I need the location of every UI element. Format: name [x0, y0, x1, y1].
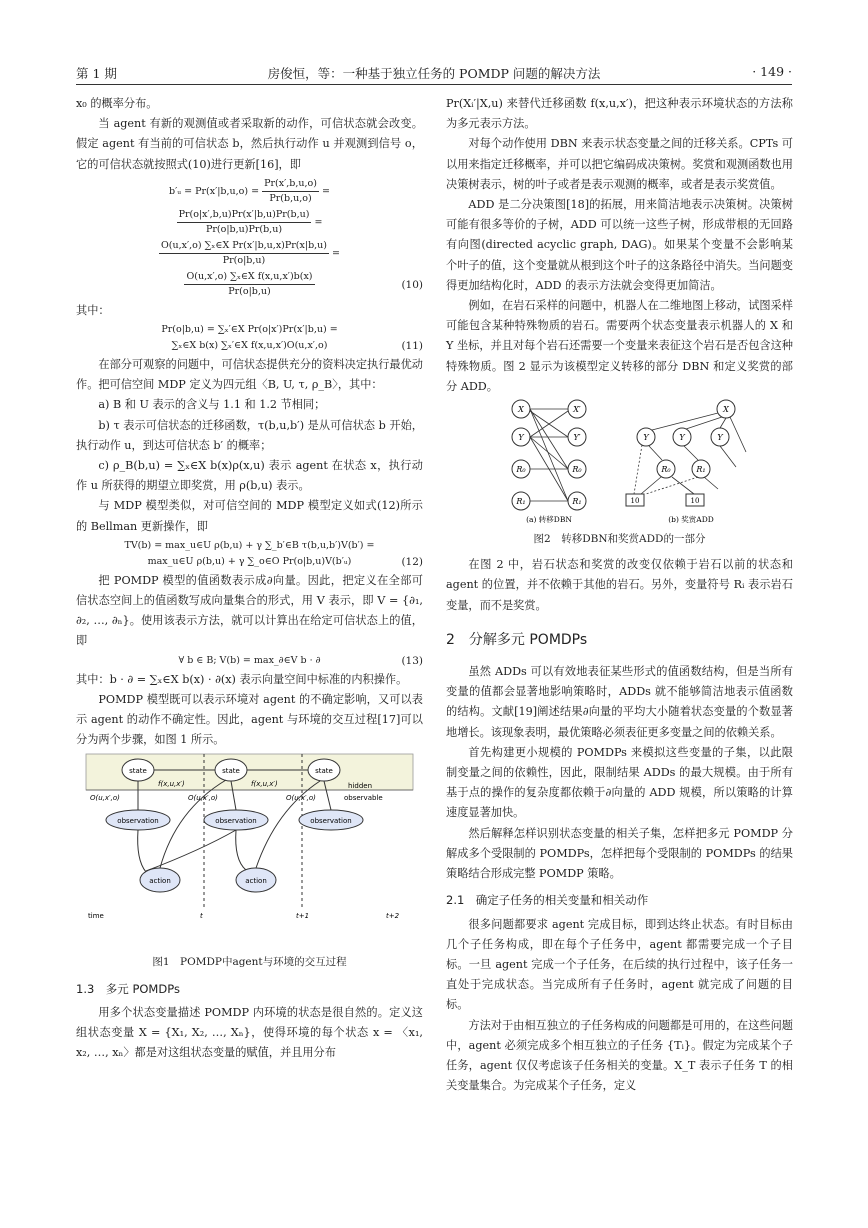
list-item: c) ρ_B(b,u) = ∑ₓ∈X b(x)ρ(x,u) 表示 agent 在状态 x，执行动作 u 所获得的期望立即奖赏，用 ρ(b,u) 表示。: [76, 459, 423, 493]
svg-text:t+1: t+1: [296, 912, 310, 921]
svg-text:Y: Y: [679, 433, 685, 443]
svg-text:t+2: t+2: [386, 912, 400, 921]
svg-text:observation: observation: [215, 817, 257, 826]
svg-text:Y: Y: [518, 433, 524, 443]
svg-text:action: action: [245, 877, 267, 886]
observation-node: [204, 810, 268, 830]
figure-1-caption: 图1 POMDP中agent与环境的交互过程: [152, 956, 347, 969]
svg-text:time: time: [88, 912, 104, 921]
svg-text:hidden: hidden: [348, 782, 373, 791]
svg-text:f(x,u,x′): f(x,u,x′): [251, 780, 278, 789]
svg-text:observable: observable: [344, 794, 383, 803]
list-item: b) τ 表示可信状态的迁移函数，τ(b,u,b′) 是从可信状态 b 开始，执行动作 u，到达可信状态 b′ 的概率；: [76, 418, 423, 452]
svg-text:R₁: R₁: [572, 497, 582, 507]
paragraph: 用多个状态变量描述 POMDP 内环境的状态是很自然的。定义这组状态变量 X = {X₁, X₂, …, Xₙ}，使得环境的每个状态 x = 〈x₁, x₂, …, xₙ〉都是对这组状态变量的赋值，并且用分布: [76, 1005, 423, 1060]
observation-node: [106, 810, 170, 830]
paragraph: 方法对于由相互独立的子任务构成的问题都是可用的，在这些问题中，agent 必须完成多个相互独立的子任务 {Tᵢ}。假定为完成某个子任务，agent 仅仅考虑该子任务相关的变量。X_T 表示子任务 T 的相关变量集合。为完成某个子任务，定义: [446, 1018, 793, 1093]
svg-text:state: state: [129, 767, 147, 776]
svg-text:action: action: [149, 877, 171, 886]
paragraph: 在图 2 中，岩石状态和奖赏的改变仅依赖于岩石以前的状态和 agent 的位置，并不依赖于其他的岩石。另外，变量符号 Rᵢ 表示岩石变量，而不是奖赏。: [446, 558, 793, 612]
paragraph: Pr(Xᵢ′|X,u) 来替代迁移函数 f(x,u,x′)，把这种表示环境状态的方法称为多元表示方法。: [446, 97, 793, 131]
svg-text:(a) 转移DBN: (a) 转移DBN: [526, 515, 572, 525]
paragraph: 把 POMDP 模型的值函数表示成∂向量。因此，把定义在全部可信状态空间上的值函数写成向量集合的形式，用 V 表示，即 V = {∂₁, ∂₂, …, ∂ₙ}。使用该表示方法，就可以计算出在给定可信状态上的值，即: [76, 573, 423, 648]
paragraph: 当 agent 有新的观测值或者采取新的动作，可信状态就会改变。假定 agent 有当前的可信状态 b，然后执行动作 u 并观测到信号 o，它的可信状态就按照式(10)进行更新[16]，即: [76, 117, 423, 171]
svg-text:observation: observation: [117, 817, 159, 826]
svg-text:state: state: [222, 767, 240, 776]
svg-text:O(u,x′,o): O(u,x′,o): [90, 794, 120, 803]
figure-1: [76, 750, 423, 950]
section-heading: 1.3 多元 POMDPs: [76, 981, 180, 996]
issue-number: 第 1 期: [76, 66, 117, 81]
state-node: [122, 759, 154, 781]
paragraph: 其中：: [76, 303, 110, 317]
section-heading: 2 分解多元 POMDPs: [446, 631, 588, 648]
svg-text:R₁: R₁: [516, 497, 526, 507]
svg-text:10: 10: [690, 497, 700, 506]
svg-text:X′: X′: [573, 405, 581, 415]
paragraph: POMDP 模型既可以表示环境对 agent 的不确定影响，又可以表示 agent 的动作不确定性。因此，agent 与环境的交互过程[17]可以分为两个步骤，如图 1 所示。: [76, 692, 423, 747]
svg-text:f(x,u,x′): f(x,u,x′): [158, 780, 185, 789]
paragraph: 很多问题都要求 agent 完成目标，即到达终止状态。有时目标由几个子任务构成，即在每个子任务中，agent 都需要完成一个子目标。一旦 agent 完成一个子任务，在后续的执行过程中，该子任务一直处于完成状态。当完成所有子任务时，agent 就完成了问题的目标。: [446, 917, 793, 1012]
svg-text:observation: observation: [310, 817, 352, 826]
paragraph: ADD 是二分决策图[18]的拓展，用来简洁地表示决策树。决策树可能有很多等价的子树，ADD 可以统一这些子树，形成带根的无回路有向图(directed acyclic graph, DAG)。如果某个变量不会影响某个叶子的值，这个变量就从根到这个叶子的这条路径中消失。当问题变得更加结构化时，ADD 的表示方法就会变得更加简洁。: [446, 198, 793, 292]
right-column: [446, 94, 793, 1096]
page-number: · 149 ·: [752, 64, 792, 79]
svg-text:R₁: R₁: [696, 465, 706, 475]
equation-13: ∀ b ∈ B; V(b) = max_∂∈V b · ∂ (13): [178, 654, 423, 667]
state-node: [215, 759, 247, 781]
action-node: [236, 868, 276, 892]
paragraph: 其中：b · ∂ = ∑ₓ∈X b(x) · ∂(x) 表示向量空间中标准的内积操作。: [76, 672, 408, 686]
equation-12: TV(b) = max_u∈U ρ(b,u) + γ ∑_b′∈B τ(b,u,b′)V(b′) = max_u∈U ρ(b,u) + γ ∑_o∈O Pr(o|b,u)V(b′ᵤ) (12): [124, 539, 423, 568]
equation-10: b′ᵤ = Pr(x′|b,u,o) = $\frac{Pr(x',b,u,o)}{Pr(b,u,o)}$ = $\frac{Pr(o|x',b,u)Pr(x'|b,u)Pr(b,u)}{Pr(o|b,u)Pr(b,u)}$ = $\frac{\text{O(u,x′,o) ∑ₓ∈X Pr(x′|b,u,x)Pr(x|b,u)}}{Pr(o|b,u)}$ = $\frac{\text{O(u,x′,o) ∑ₓ∈X f(x,u,x′)b(x)}}{Pr(o|b,u)}$ (10): [160, 177, 423, 297]
svg-text:X: X: [518, 405, 524, 415]
equation-number: (10): [401, 278, 423, 291]
equation-11: Pr(o|b,u) = ∑ₓ′∈X Pr(o|x′)Pr(x′|b,u) = ∑ₓ∈X b(x) ∑ₓ′∈X f(x,u,x′)O(u,x′,o) (11): [161, 324, 423, 353]
paragraph: 然后解释怎样识别状态变量的相关子集，怎样把多元 POMDP 分解成多个受限制的 POMDPs，怎样把每个受限制的 POMDPs 的结果策略结合形成完整 POMDP 策略。: [446, 826, 793, 881]
svg-text:R₀: R₀: [661, 465, 671, 475]
running-header: [76, 62, 792, 85]
observation-node: [299, 810, 363, 830]
figure-2: [446, 397, 793, 527]
svg-text:state: state: [315, 767, 333, 776]
list-item: a) B 和 U 表示的含义与 1.1 和 1.2 节相同；: [98, 398, 326, 412]
paragraph: 在部分可观察的问题中，可信状态提供充分的资料决定执行最优动作。把可信空间 MDP 定义为四元组〈B, U, τ, ρ_B〉，其中：: [76, 358, 423, 392]
state-node: [308, 759, 340, 781]
paragraph: 对每个动作使用 DBN 来表示状态变量之间的迁移关系。CPTs 可以用来指定迁移概率，并可以把它编码成决策树。奖赏和观测函数也用决策树表示，树的叶子或者是表示观测的概率，或者是表示奖赏值。: [446, 137, 793, 191]
svg-text:R₀: R₀: [516, 465, 526, 475]
figure-2-caption: 图2 转移DBN和奖赏ADD的一部分: [533, 533, 706, 546]
subsection-heading: 2.1 确定子任务的相关变量和相关动作: [446, 893, 649, 908]
svg-text:10: 10: [630, 497, 640, 506]
svg-text:O(u,x′,o): O(u,x′,o): [286, 794, 316, 803]
paragraph: 例如，在岩石采样的问题中，机器人在二维地图上移动，试图采样可能包含某种特殊物质的岩石。需要两个状态变量表示机器人的 X 和 Y 坐标，并且对每个岩石还需要一个变量来表征这个岩石是否包含这种特殊物质。图 2 显示为该模型定义转移的部分 DBN 和定义奖赏的部分 ADD。: [446, 299, 793, 393]
left-column: [76, 94, 423, 1063]
svg-text:(b) 奖赏ADD: (b) 奖赏ADD: [668, 515, 714, 525]
svg-text:R₀: R₀: [572, 465, 582, 475]
svg-text:O(u,x′,o): O(u,x′,o): [188, 794, 218, 803]
paragraph: x₀ 的概率分布。: [76, 97, 158, 110]
svg-text:Y′: Y′: [573, 433, 581, 443]
svg-text:t: t: [200, 912, 203, 921]
running-title: 房俊恒，等：一种基于独立任务的 POMDP 问题的解决方法: [267, 66, 601, 81]
paragraph: 虽然 ADDs 可以有效地表征某些形式的值函数结构，但是当所有变量的值都会显著地影响策略时，ADDs 就不能够简洁地表示值函数的结构。文献[19]阐述结果∂向量的平均大小随着状态变量的个数显著地增长。该现象表明，最优策略必须表征更多变量之间的依赖关系。: [446, 665, 793, 739]
paragraph: 与 MDP 模型类似，对可信空间的 MDP 模型定义如式(12)所示的 Bellman 更新操作，即: [76, 499, 423, 533]
svg-text:Y: Y: [643, 433, 649, 443]
paragraph: 首先构建更小规模的 POMDPs 来模拟这些变量的子集，以此限制变量之间的依赖性，因此，限制结果 ADDs 的最大规模。由于所有基于点的操作的复杂度都依赖于∂向量的 ADD 规模，所以策略的计算速度显著加快。: [446, 745, 793, 820]
svg-text:Y: Y: [717, 433, 723, 443]
svg-text:X: X: [723, 405, 729, 415]
